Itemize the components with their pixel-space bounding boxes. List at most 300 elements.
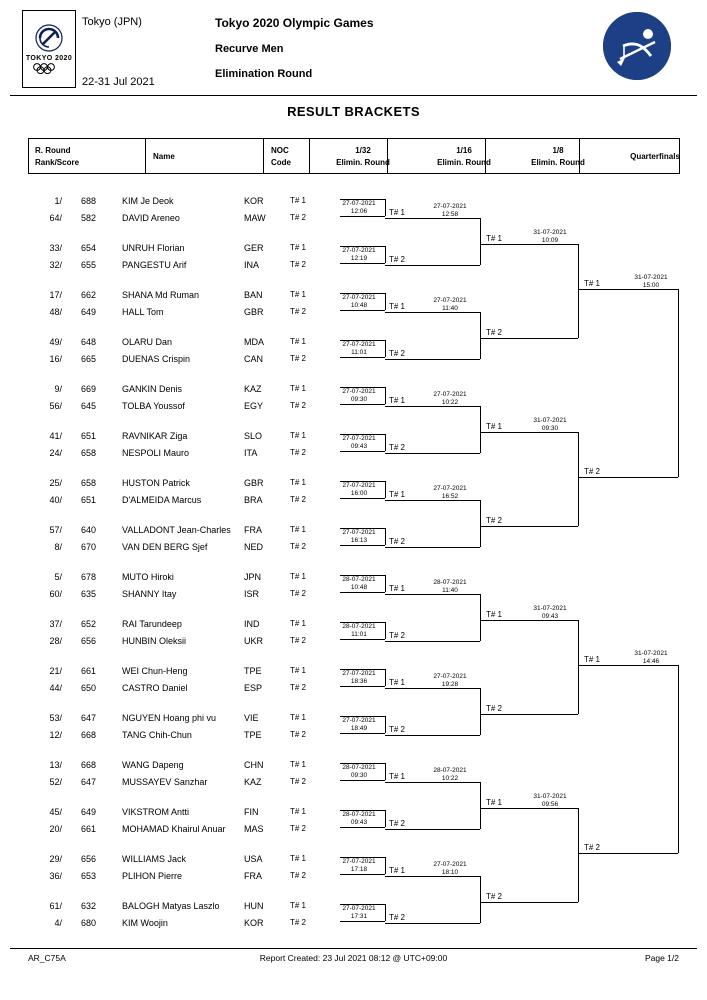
match-time: 12:06 (350, 208, 368, 215)
qf-match-datetime (626, 274, 676, 290)
match-date: 28-07-2021 (342, 576, 376, 583)
athlete-seed: T# 1 (290, 901, 307, 910)
athlete-name: HUSTON Patrick (122, 478, 190, 488)
athlete-noc: ISR (244, 589, 260, 599)
athlete-score: 648 (80, 337, 96, 347)
bracket-hline (385, 453, 480, 454)
athlete-rank: 49/ (49, 337, 62, 347)
match-date: 28-07-2021 (342, 811, 376, 818)
r16-seed-top: T# 1 (389, 772, 406, 781)
r16-match-datetime (425, 297, 475, 313)
bracket-vline (385, 575, 386, 592)
match-time: 11:01 (351, 349, 367, 356)
match-date: 27-07-2021 (433, 203, 467, 210)
r16-seed-top: T# 1 (389, 678, 406, 687)
bracket-hline (340, 827, 385, 828)
venue-label: Tokyo (JPN) (82, 16, 142, 28)
match-date: 31-07-2021 (634, 650, 668, 657)
r16-seed-top: T# 1 (389, 866, 406, 875)
bracket-hline (340, 404, 385, 405)
athlete-rank: 17/ (49, 290, 62, 300)
bracket-hline (578, 853, 678, 854)
match-date: 31-07-2021 (533, 417, 567, 424)
athlete-rank: 41/ (49, 431, 62, 441)
athlete-noc: MAW (244, 213, 266, 223)
athlete-noc: KAZ (244, 777, 262, 787)
bracket-vline (385, 199, 386, 216)
athlete-name: MUSSAYEV Sanzhar (122, 777, 208, 787)
athlete-noc: ESP (244, 683, 263, 693)
athlete-name: KIM Je Deok (122, 196, 174, 206)
r16-match-datetime (425, 485, 475, 501)
match-date: 27-07-2021 (433, 485, 467, 492)
athlete-seed: T# 1 (290, 290, 307, 299)
dates-label: 22-31 Jul 2021 (82, 76, 155, 88)
athlete-rank: 36/ (49, 871, 62, 881)
athlete-name: WANG Dapeng (122, 760, 184, 770)
logo-wordmark: TOKYO 2020 (25, 54, 73, 62)
athlete-score: 652 (80, 619, 96, 629)
r16-match-datetime (425, 579, 475, 595)
r32-match-datetime (337, 294, 381, 310)
r16-seed-bottom: T# 2 (389, 443, 406, 452)
athlete-noc: FRA (244, 871, 262, 881)
athlete-seed: T# 1 (290, 666, 307, 675)
bracket-hline (385, 735, 480, 736)
r8-seed-bottom: T# 2 (486, 516, 503, 525)
athlete-rank: 45/ (49, 807, 62, 817)
r8-match-datetime (525, 417, 575, 433)
match-time: 16:00 (350, 490, 368, 497)
match-date: 31-07-2021 (634, 274, 668, 281)
athlete-score: 688 (80, 196, 96, 206)
bracket-hline (385, 359, 480, 360)
athlete-seed: T# 2 (290, 636, 307, 645)
athlete-score: 640 (80, 525, 96, 535)
bracket-hline (340, 780, 385, 781)
athlete-seed: T# 2 (290, 777, 307, 786)
athlete-rank: 48/ (49, 307, 62, 317)
athlete-score: 635 (80, 589, 96, 599)
athlete-name: CASTRO Daniel (122, 683, 188, 693)
r8-match-datetime (525, 605, 575, 621)
bracket-hline (385, 547, 480, 548)
match-time: 09:43 (350, 819, 368, 826)
bracket-vline (578, 620, 579, 714)
athlete-rank: 56/ (49, 401, 62, 411)
athlete-score: 632 (80, 901, 96, 911)
athlete-score: 668 (80, 760, 96, 770)
match-time: 09:30 (350, 396, 368, 403)
athlete-seed: T# 2 (290, 307, 307, 316)
athlete-seed: T# 2 (290, 354, 307, 363)
bracket-vline (385, 528, 386, 545)
athlete-seed: T# 1 (290, 854, 307, 863)
match-time: 10:48 (350, 302, 368, 309)
athlete-seed: T# 2 (290, 824, 307, 833)
athlete-seed: T# 2 (290, 495, 307, 504)
qf-match-datetime (626, 650, 676, 666)
r32-match-datetime (337, 670, 381, 686)
footer-page-number: Page 1/2 (644, 953, 679, 963)
qf-seed-top: T# 1 (584, 279, 601, 288)
match-time: 14:46 (642, 658, 660, 665)
col-round-32: 1/32 Elimin. Round (336, 145, 390, 167)
athlete-seed: T# 1 (290, 807, 307, 816)
athlete-rank: 28/ (49, 636, 62, 646)
bracket-vline (385, 810, 386, 827)
bracket-hline (340, 874, 385, 875)
r8-seed-bottom: T# 2 (486, 328, 503, 337)
athlete-rank: 13/ (49, 760, 62, 770)
bracket-hline (385, 923, 480, 924)
bracket-vline (385, 293, 386, 310)
bracket-hline (340, 498, 385, 499)
athlete-name: SHANNY Itay (122, 589, 177, 599)
qf-seed-top: T# 1 (584, 655, 601, 664)
r16-match-datetime (425, 767, 475, 783)
athlete-rank: 40/ (49, 495, 62, 505)
athlete-name: DAVID Areneo (122, 213, 180, 223)
match-time: 10:22 (441, 399, 459, 406)
bracket-vline (385, 434, 386, 451)
athlete-name: MOHAMAD Khairul Anuar (122, 824, 226, 834)
qf-seed-bottom: T# 2 (584, 843, 601, 852)
r32-match-datetime (337, 717, 381, 733)
athlete-name: D'ALMEIDA Marcus (122, 495, 202, 505)
athlete-noc: IND (244, 619, 260, 629)
bracket-hline (340, 639, 385, 640)
athlete-name: VALLADONT Jean-Charles (122, 525, 231, 535)
match-date: 27-07-2021 (342, 294, 376, 301)
athlete-rank: 8/ (54, 542, 62, 552)
r32-match-datetime (337, 247, 381, 263)
athlete-score: 678 (80, 572, 96, 582)
athlete-score: 680 (80, 918, 96, 928)
match-time: 17:31 (350, 913, 368, 920)
bracket-vline (385, 763, 386, 780)
athlete-seed: T# 1 (290, 243, 307, 252)
match-date: 27-07-2021 (342, 717, 376, 724)
athlete-rank: 12/ (49, 730, 62, 740)
r32-match-datetime (337, 858, 381, 874)
r16-match-datetime (425, 203, 475, 219)
athlete-noc: FIN (244, 807, 259, 817)
col-name: Name (153, 151, 175, 161)
athlete-name: BALOGH Matyas Laszlo (122, 901, 220, 911)
athlete-name: RAI Tarundeep (122, 619, 182, 629)
athlete-seed: T# 2 (290, 213, 307, 222)
athlete-noc: INA (244, 260, 260, 270)
match-date: 27-07-2021 (342, 435, 376, 442)
match-date: 27-07-2021 (433, 673, 467, 680)
match-date: 28-07-2021 (433, 767, 467, 774)
bracket-hline (480, 526, 578, 527)
athlete-seed: T# 2 (290, 683, 307, 692)
match-date: 27-07-2021 (342, 341, 376, 348)
athlete-seed: T# 1 (290, 337, 307, 346)
athlete-name: SHANA Md Ruman (122, 290, 200, 300)
r32-match-datetime (337, 764, 381, 780)
athlete-rank: 21/ (49, 666, 62, 676)
athlete-seed: T# 2 (290, 542, 307, 551)
match-time: 18:10 (441, 869, 459, 876)
r8-match-datetime (525, 793, 575, 809)
athlete-name: NESPOLI Mauro (122, 448, 190, 458)
r32-match-datetime (337, 435, 381, 451)
athlete-name: HALL Tom (122, 307, 164, 317)
bracket-vline (480, 312, 481, 359)
athlete-noc: CAN (244, 354, 264, 364)
athlete-score: 658 (80, 478, 96, 488)
match-date: 27-07-2021 (342, 388, 376, 395)
athlete-noc: CHN (244, 760, 264, 770)
athlete-seed: T# 2 (290, 918, 307, 927)
r8-seed-top: T# 1 (486, 234, 503, 243)
athlete-score: 668 (80, 730, 96, 740)
bracket-vline (480, 594, 481, 641)
r32-match-datetime (337, 811, 381, 827)
athlete-score: 653 (80, 871, 96, 881)
athlete-name: RAVNIKAR Ziga (122, 431, 188, 441)
qf-seed-bottom: T# 2 (584, 467, 601, 476)
bracket-vline (480, 500, 481, 547)
athlete-score: 658 (80, 448, 96, 458)
athlete-score: 647 (80, 713, 96, 723)
athlete-score: 651 (80, 495, 96, 505)
athlete-name: PANGESTU Arif (122, 260, 187, 270)
bracket-hline (480, 714, 578, 715)
bracket-vline (480, 782, 481, 829)
bracket-hline (340, 310, 385, 311)
athlete-name: VAN DEN BERG Sjef (122, 542, 208, 552)
match-time: 11:01 (351, 631, 367, 638)
col-rank: R. Round Rank/Score (35, 145, 80, 167)
match-time: 09:43 (350, 443, 368, 450)
athlete-name: PLIHON Pierre (122, 871, 183, 881)
athlete-rank: 32/ (49, 260, 62, 270)
athlete-score: 647 (80, 777, 96, 787)
athlete-seed: T# 2 (290, 589, 307, 598)
athlete-name: NGUYEN Hoang phi vu (122, 713, 217, 723)
athlete-name: WILLIAMS Jack (122, 854, 187, 864)
bracket-hline (340, 686, 385, 687)
r32-match-datetime (337, 482, 381, 498)
athlete-seed: T# 2 (290, 260, 307, 269)
match-time: 10:48 (350, 584, 368, 591)
athlete-noc: TPE (244, 666, 262, 676)
bracket-hline (385, 829, 480, 830)
athlete-name: UNRUH Florian (122, 243, 185, 253)
athlete-noc: SLO (244, 431, 263, 441)
athlete-rank: 33/ (49, 243, 62, 253)
athlete-noc: UKR (244, 636, 264, 646)
match-date: 27-07-2021 (433, 297, 467, 304)
athlete-score: 582 (80, 213, 96, 223)
athlete-rank: 64/ (49, 213, 62, 223)
r32-match-datetime (337, 576, 381, 592)
athlete-rank: 16/ (49, 354, 62, 364)
bracket-vline (578, 808, 579, 902)
bracket-vline (385, 857, 386, 874)
bracket-vline (480, 688, 481, 735)
athlete-seed: T# 1 (290, 431, 307, 440)
match-time: 09:30 (541, 425, 559, 432)
r16-seed-top: T# 1 (389, 302, 406, 311)
athlete-rank: 60/ (49, 589, 62, 599)
athlete-rank: 44/ (49, 683, 62, 693)
match-date: 31-07-2021 (533, 229, 567, 236)
athlete-noc: KOR (244, 196, 264, 206)
match-time: 10:22 (441, 775, 459, 782)
match-time: 09:56 (541, 801, 559, 808)
match-date: 31-07-2021 (533, 605, 567, 612)
bracket-vline (385, 387, 386, 404)
match-date: 28-07-2021 (342, 764, 376, 771)
athlete-seed: T# 1 (290, 572, 307, 581)
games-title: Tokyo 2020 Olympic Games (215, 16, 374, 30)
bracket-vline (385, 716, 386, 733)
athlete-noc: VIE (244, 713, 259, 723)
bracket-vline (678, 665, 679, 853)
col-noc: NOC Code (271, 145, 291, 167)
athlete-score: 661 (80, 824, 96, 834)
bracket-hline (340, 733, 385, 734)
bracket-vline (385, 246, 386, 263)
r8-match-datetime (525, 229, 575, 245)
event-name: Recurve Men (215, 43, 284, 55)
r16-match-datetime (425, 391, 475, 407)
match-date: 31-07-2021 (533, 793, 567, 800)
athlete-score: 661 (80, 666, 96, 676)
athlete-seed: T# 1 (290, 384, 307, 393)
bracket-vline (385, 340, 386, 357)
bracket-hline (480, 338, 578, 339)
athlete-name: TANG Chih-Chun (122, 730, 192, 740)
bracket-hline (480, 902, 578, 903)
r16-seed-bottom: T# 2 (389, 631, 406, 640)
athlete-rank: 29/ (49, 854, 62, 864)
athlete-seed: T# 1 (290, 619, 307, 628)
match-date: 28-07-2021 (342, 623, 376, 630)
r16-seed-bottom: T# 2 (389, 255, 406, 264)
athlete-score: 650 (80, 683, 96, 693)
match-time: 12:19 (350, 255, 368, 262)
athlete-score: 656 (80, 854, 96, 864)
athlete-seed: T# 1 (290, 525, 307, 534)
r32-match-datetime (337, 388, 381, 404)
round-name: Elimination Round (215, 68, 313, 80)
athlete-seed: T# 2 (290, 448, 307, 457)
bracket-vline (678, 289, 679, 477)
bracket-vline (578, 244, 579, 338)
match-date: 27-07-2021 (342, 529, 376, 536)
r8-seed-top: T# 1 (486, 610, 503, 619)
athlete-noc: KAZ (244, 384, 262, 394)
athlete-seed: T# 1 (290, 196, 307, 205)
r8-seed-top: T# 1 (486, 422, 503, 431)
r32-match-datetime (337, 623, 381, 639)
athlete-noc: FRA (244, 525, 262, 535)
athlete-noc: GBR (244, 478, 264, 488)
athlete-rank: 24/ (49, 448, 62, 458)
athlete-score: 649 (80, 307, 96, 317)
athlete-noc: EGY (244, 401, 264, 411)
match-time: 19:28 (441, 681, 459, 688)
r32-match-datetime (337, 905, 381, 921)
athlete-score: 662 (80, 290, 96, 300)
match-date: 27-07-2021 (342, 247, 376, 254)
match-date: 27-07-2021 (342, 858, 376, 865)
athlete-name: OLARU Dan (122, 337, 173, 347)
bracket-vline (578, 432, 579, 526)
athlete-name: TOLBA Youssof (122, 401, 185, 411)
athlete-rank: 52/ (49, 777, 62, 787)
athlete-rank: 9/ (54, 384, 62, 394)
match-date: 27-07-2021 (342, 670, 376, 677)
athlete-score: 645 (80, 401, 96, 411)
athlete-score: 670 (80, 542, 96, 552)
match-date: 27-07-2021 (342, 482, 376, 489)
athlete-score: 665 (80, 354, 96, 364)
bracket-vline (385, 904, 386, 921)
athlete-noc: USA (244, 854, 263, 864)
bracket-hline (578, 477, 678, 478)
bracket-hline (340, 451, 385, 452)
athlete-noc: GER (244, 243, 264, 253)
match-time: 18:36 (350, 678, 368, 685)
match-time: 16:52 (441, 493, 459, 500)
footer-report-created: Report Created: 23 Jul 2021 08:12 @ UTC+09:00 (259, 953, 448, 963)
athlete-noc: GBR (244, 307, 264, 317)
match-time: 17:18 (350, 866, 368, 873)
col-round-16: 1/16 Elimin. Round (437, 145, 491, 167)
athlete-seed: T# 1 (290, 713, 307, 722)
r16-seed-bottom: T# 2 (389, 537, 406, 546)
r16-match-datetime (425, 861, 475, 877)
r32-match-datetime (337, 341, 381, 357)
athlete-name: MUTO Hiroki (122, 572, 174, 582)
athlete-seed: T# 2 (290, 401, 307, 410)
athlete-name: GANKIN Denis (122, 384, 183, 394)
r16-seed-bottom: T# 2 (389, 349, 406, 358)
athlete-noc: JPN (244, 572, 262, 582)
match-time: 09:43 (541, 613, 559, 620)
athlete-rank: 25/ (49, 478, 62, 488)
athlete-score: 649 (80, 807, 96, 817)
bracket-hline (340, 545, 385, 546)
match-date: 27-07-2021 (342, 905, 376, 912)
bracket-vline (480, 876, 481, 923)
r32-match-datetime (337, 200, 381, 216)
athlete-noc: ITA (244, 448, 258, 458)
athlete-rank: 4/ (54, 918, 62, 928)
athlete-score: 655 (80, 260, 96, 270)
athlete-noc: HUN (244, 901, 264, 911)
r16-seed-top: T# 1 (389, 208, 406, 217)
athlete-noc: BAN (244, 290, 263, 300)
athlete-rank: 1/ (54, 196, 62, 206)
bracket-vline (385, 669, 386, 686)
bracket-vline (480, 406, 481, 453)
footer-code: AR_C75A (28, 953, 66, 963)
athlete-noc: TPE (244, 730, 262, 740)
match-date: 27-07-2021 (433, 391, 467, 398)
athlete-score: 651 (80, 431, 96, 441)
athlete-seed: T# 1 (290, 478, 307, 487)
r16-seed-top: T# 1 (389, 490, 406, 499)
match-time: 16:13 (350, 537, 368, 544)
